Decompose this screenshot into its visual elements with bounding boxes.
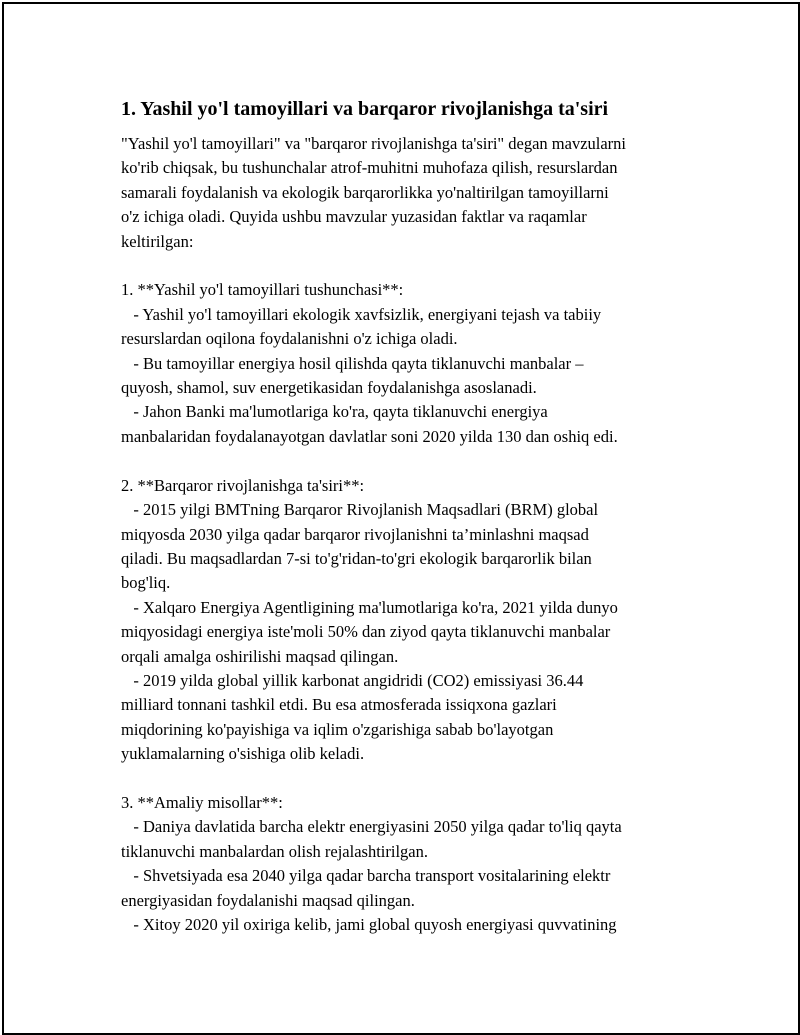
document-content [121,96,701,937]
document-body: "Yashil yo'l tamoyillari" va "barqaror rivojlanishga ta'siri" degan mavzularni ko'rib chiqsak, bu tushunchalar atrof-muhitni muhofaza qilish, resurslardan samarali foydalanish va ekologik barqarorlikka yo'naltirilgan tamoyillarni o'z ichiga oladi. Quyida ushbu mavzular yuzasidan faktlar va raqamlar keltirilgan: 1. **Yashil yo'l tamoyillari tushunchasi**: - Yashil yo'l tamoyillari ekologik xavfsizlik, energiyani tejash va tabiiy resurslardan oqilona foydalanishni o'z ichiga oladi. - Bu tamoyillar energiya hosil qilishda qayta tiklanuvchi manbalar – quyosh, shamol, suv energetikasidan foydalanishga asoslanadi. - Jahon Banki ma'lumotlariga ko'ra, qayta tiklanuvchi energiya manbalaridan foydalanayotgan davlatlar soni 2020 yilda 130 dan oshiq edi. 2. **Barqaror rivojlanishga ta'siri**: - 2015 yilgi BMTning Barqaror Rivojlanish Maqsadlari (BRM) global miqyosda 2030 yilga qadar barqaror rivojlanishni ta’minlashni maqsad qiladi. Bu maqsadlardan 7-si to'g'ridan-to'gri ekologik barqarorlik bilan bog'liq. - Xalqaro Energiya Agentligining ma'lumotlariga ko'ra, 2021 yilda dunyo miqyosidagi energiya iste'moli 50% dan ziyod qayta tiklanuvchi manbalar orqali amalga oshirilishi maqsad qilingan. - 2019 yilda global yillik karbonat angidridi (CO2) emissiyasi 36.44 milliard tonnani tashkil etdi. Bu esa atmosferada issiqxona gazlari miqdorining ko'payishiga va iqlim o'zgarishiga sabab bo'layotgan yuklamalarning o'sishiga olib keladi. 3. **Amaliy misollar**: - Daniya davlatida barcha elektr energiyasini 2050 yilga qadar to'liq qayta tiklanuvchi manbalardan olish rejalashtirilgan. - Shvetsiyada esa 2040 yilga qadar barcha transport vositalarining elektr energiyasidan foydalanishi maqsad qilingan. - Xitoy 2020 yil oxiriga kelib, jami global quyosh energiyasi quvvatining [121,134,627,934]
document-heading: 1. Yashil yo'l tamoyillari va barqaror rivojlanishga ta'siri [121,98,609,120]
document-page [2,2,800,1035]
